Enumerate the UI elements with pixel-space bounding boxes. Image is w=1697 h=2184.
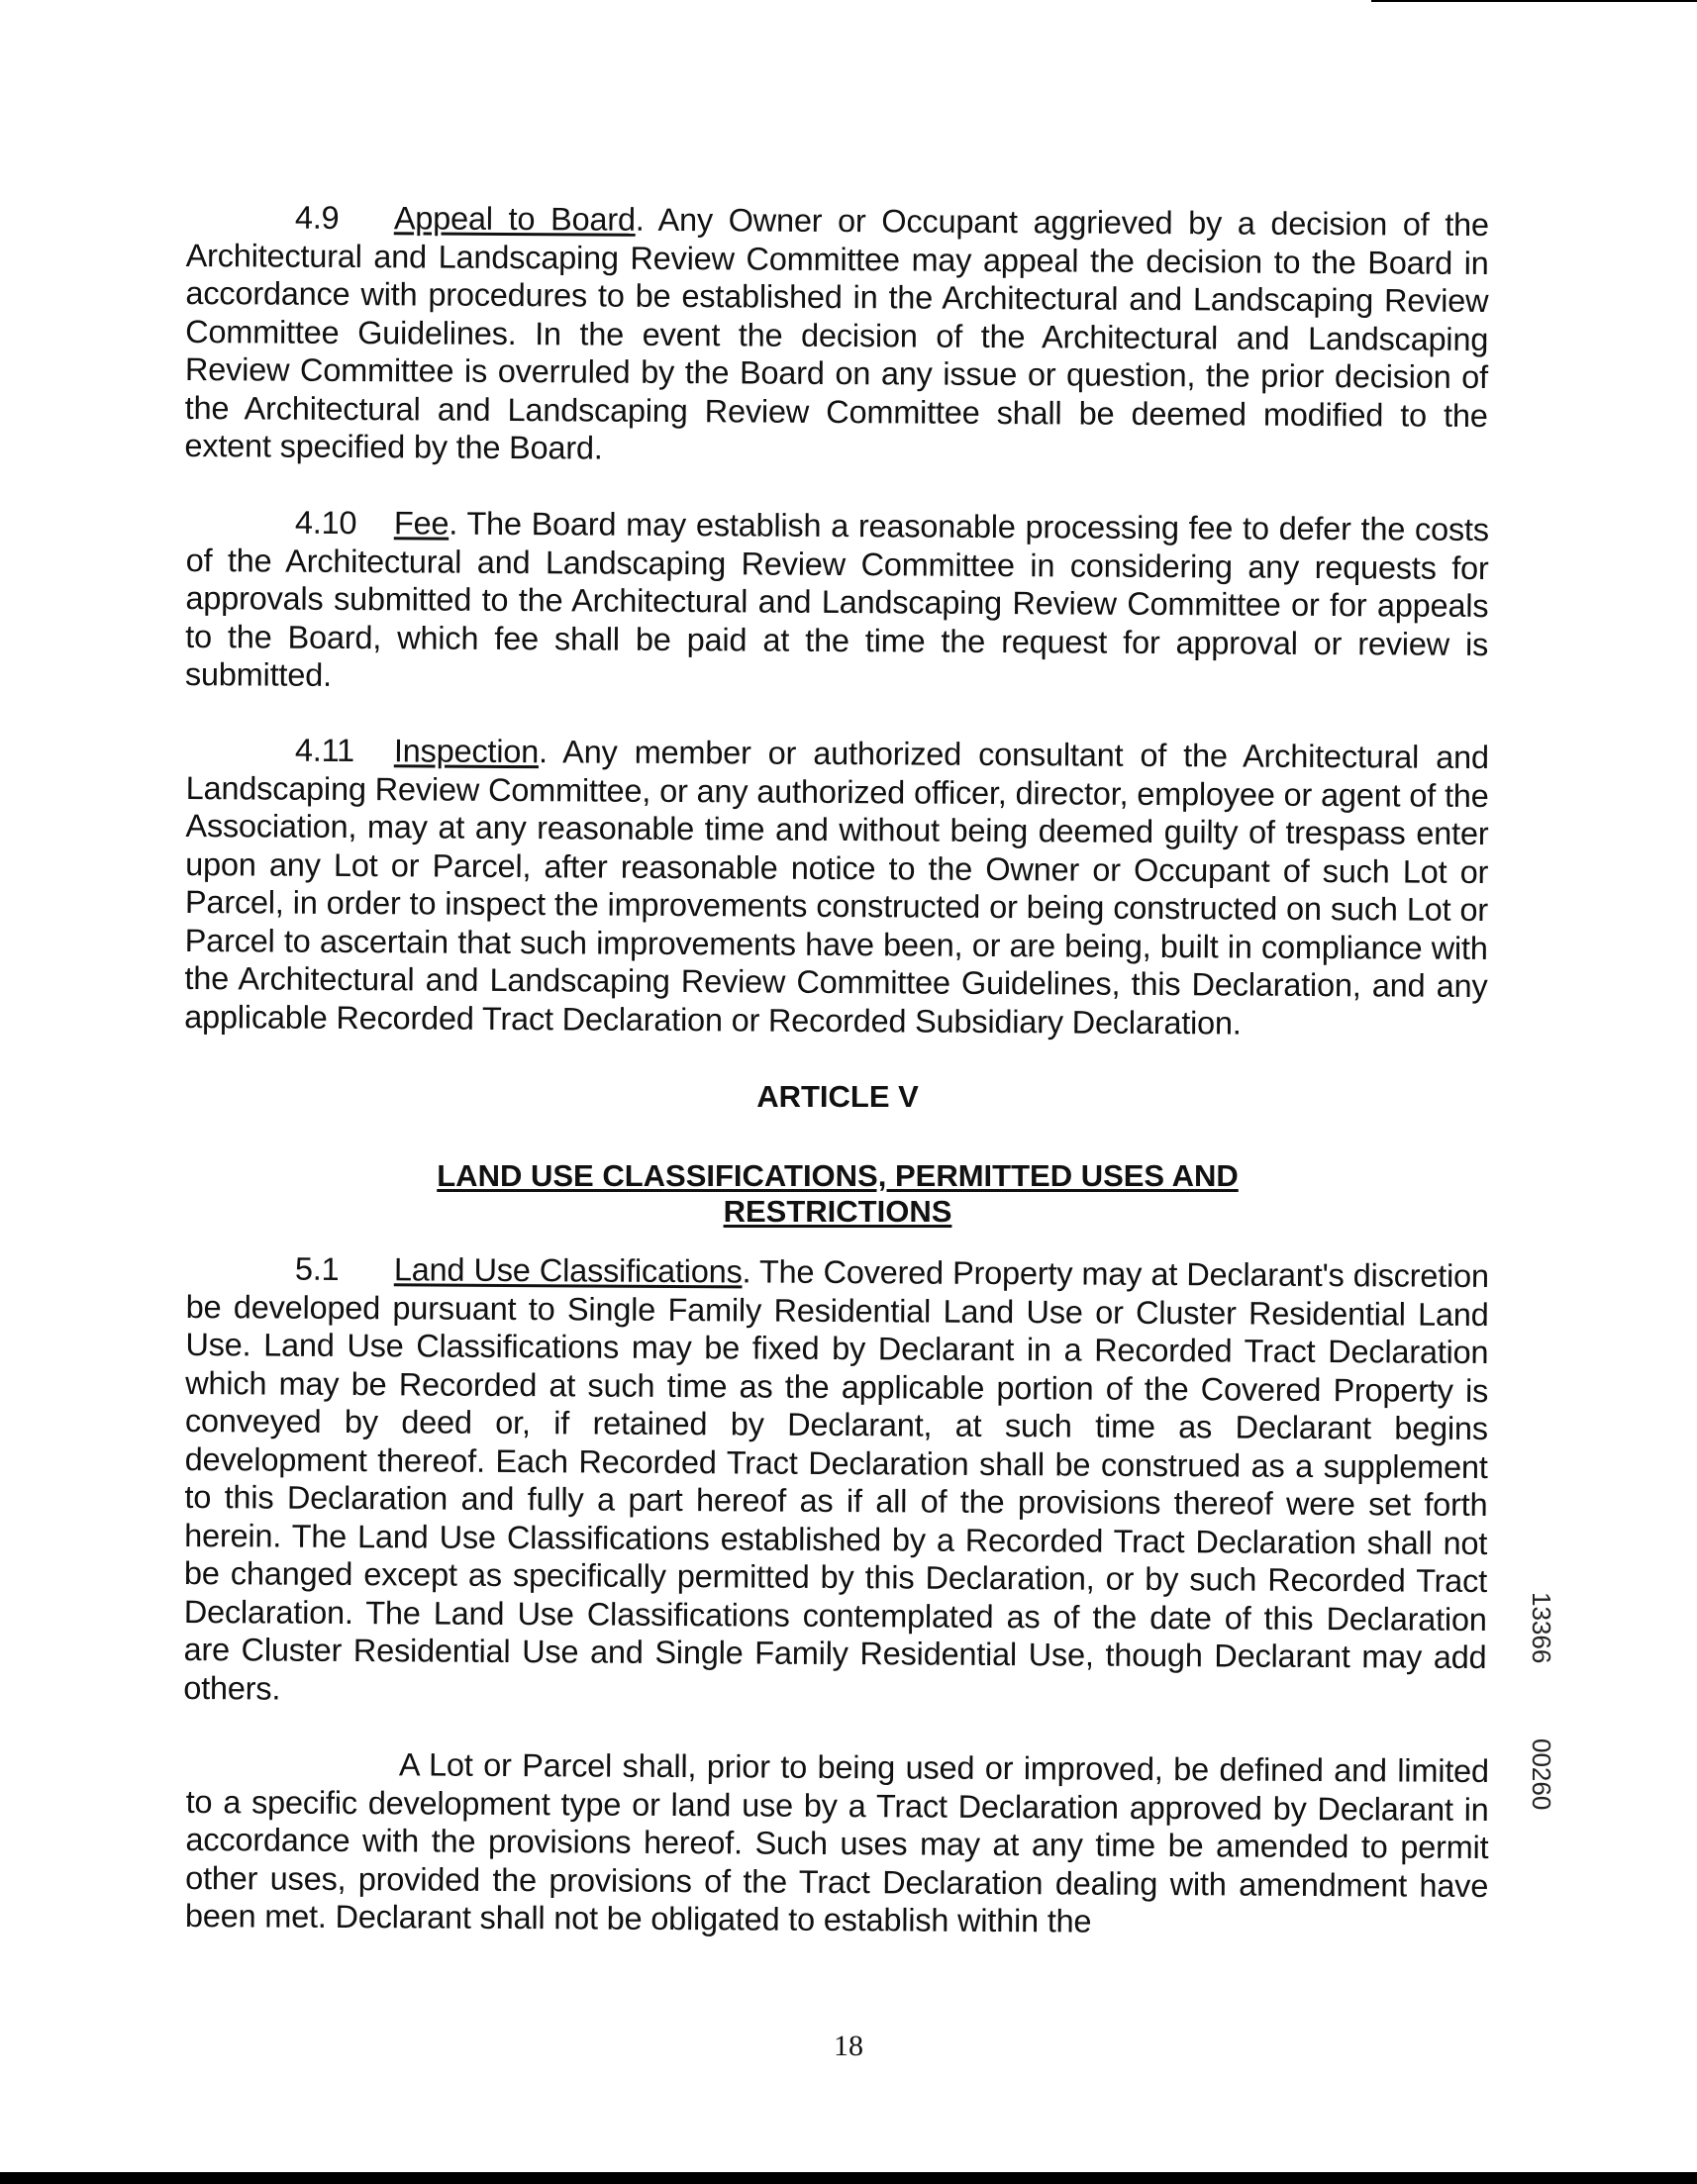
- bates-stamp-lower: [1527, 1738, 1556, 1811]
- document-body: [183, 198, 1489, 1973]
- section-4-10: [185, 503, 1489, 702]
- section-title: Appeal to Board: [393, 200, 636, 238]
- section-number: 4.9: [294, 199, 340, 236]
- article-title: [186, 1158, 1489, 1230]
- section-number: 4.10: [294, 504, 357, 541]
- section-4-11: [184, 731, 1489, 1043]
- section-title: Fee: [393, 504, 449, 542]
- section-5-1: [183, 1249, 1489, 1715]
- page-number: 18: [834, 2030, 863, 2062]
- article-title-line2: RESTRICTIONS: [723, 1194, 952, 1229]
- bottom-scan-edge: [0, 2172, 1697, 2184]
- section-body: . The Covered Property may at Declarant's discretion be developed pursuant to Single Family Residential Land Use or Cluster Residential Land Use. Land Use Classifications may be fixed by Declarant in a Recorded Tract Declaration which may be Recorded at such time as the applicable portion of the Covered Property is conveyed by deed or, if retained by Declarant, at such time as Declarant begins development thereof. Each Recorded Tract Declaration shall be construed as a supplement to this Declaration and fully a part hereof as if all of the provisions thereof were set forth herein. The Land Use Classifications established by a Recorded Tract Declaration shall not be changed except as specifically permitted by this Declaration, or by such Recorded Tract Declaration. The Land Use Classifications contemplated as of the date of this Declaration are Cluster Residential Use and Single Family Residential Use, though Declarant may add others.: [183, 1253, 1489, 1707]
- bates-stamp-part2: 00260: [1527, 1738, 1556, 1811]
- section-number: 5.1: [294, 1250, 340, 1287]
- section-body: . Any Owner or Occupant aggrieved by a decision of the Architectural and Landscaping Review Committee may appeal the decision to the Board in accordance with procedures to be established in the Architectural and Landscaping Review Committee Guidelines. In the event the decision of the Architectural and Landscaping Review Committee is overruled by the Board on any issue or question, the prior decision of the Architectural and Landscaping Review Committee shall be deemed modified to the extent specified by the Board.: [184, 201, 1489, 466]
- section-number: 4.11: [294, 732, 355, 769]
- section-title: Inspection: [393, 733, 540, 770]
- article-title-line1: LAND USE CLASSIFICATIONS, PERMITTED USES AND: [437, 1158, 1239, 1193]
- final-paragraph-text: A Lot or Parcel shall, prior to being used or improved, be defined and limited to a specific development type or land use by a Tract Declaration approved by Declarant in accordance with the provisions hereof. Such uses may at any time be amended to permit other uses, provided the provisions of the Tract Declaration dealing with amendment have been met. Declarant shall not be obligated to establish within the: [184, 1746, 1489, 1939]
- top-scan-edge: [1371, 0, 1697, 2]
- section-body: . The Board may establish a reasonable processing fee to defer the costs of the Architectural and Landscaping Review Committee in considering any requests for approvals submitted to the Architectural and Landscaping Review Committee or for appeals to the Board, which fee shall be paid at the time the request for approval or review is submitted.: [184, 505, 1489, 693]
- section-title: Land Use Classifications: [393, 1251, 743, 1290]
- bates-stamp: [1527, 1592, 1556, 1664]
- section-4-9: [184, 198, 1489, 473]
- article-label: ARTICLE V: [756, 1079, 919, 1114]
- final-paragraph: [185, 1744, 1489, 1943]
- section-body: . Any member or authorized consultant of the Architectural and Landscaping Review Committee, or any authorized officer, director, employee or agent of the Association, may at any reasonable time and without being deemed guilty of trespass enter upon any Lot or Parcel, after reasonable notice to the Owner or Occupant of such Lot or Parcel, in order to inspect the improvements constructed or being constructed on such Lot or Parcel to ascertain that such improvements have been, or are being, built in compliance with the Architectural and Landscaping Review Committee Guidelines, this Declaration, and any applicable Recorded Tract Declaration or Recorded Subsidiary Declaration.: [184, 734, 1489, 1042]
- bates-stamp-part1: 13366: [1527, 1592, 1556, 1664]
